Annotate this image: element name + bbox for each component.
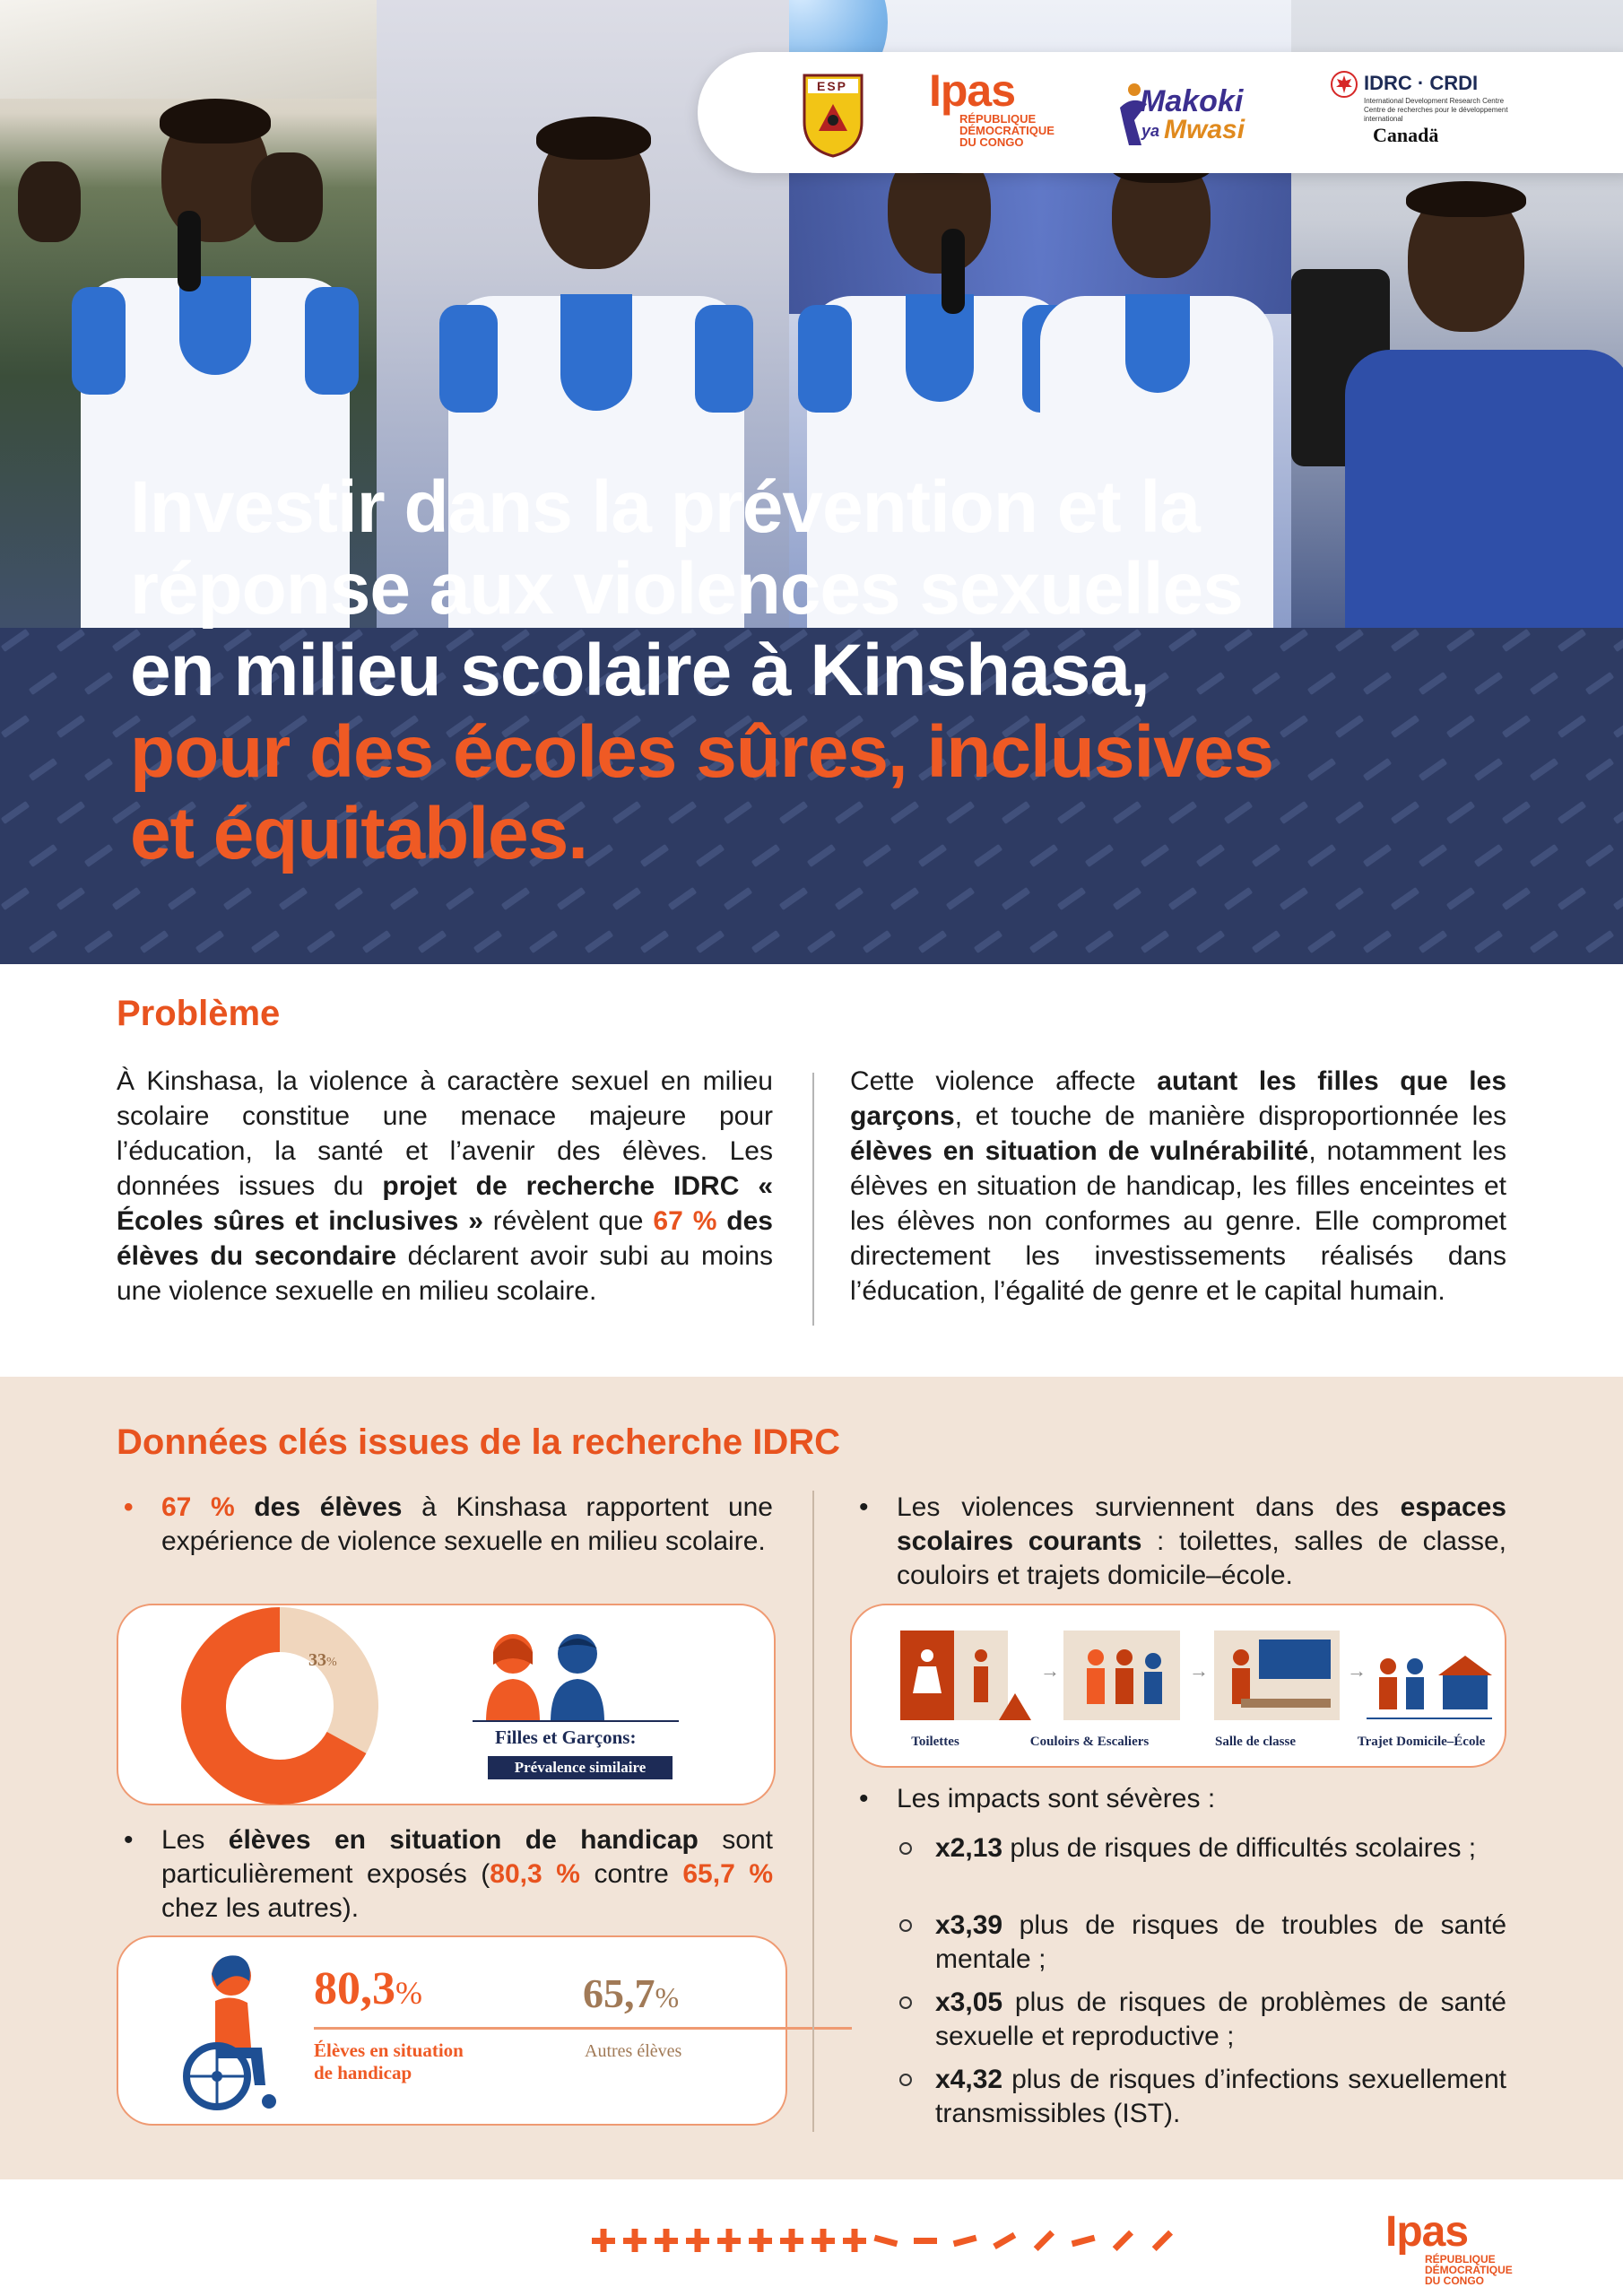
footer-plus-mark [749,2229,772,2252]
bullet-impacts: • Les impacts sont sévères : [859,1784,1216,1813]
pattern-dash [307,930,335,953]
gender-badge: Prévalence similaire [488,1756,673,1779]
footer-plus-mark [717,2229,741,2252]
pattern-dash [1335,887,1364,910]
pattern-dash [696,930,725,953]
pattern-dash [1613,715,1623,738]
bullet-67-percent: • 67 % des élèves à Kinshasa rapportent une expérience de violence sexuelle en milieu scolaire. [124,1492,773,1556]
pattern-dash [1530,930,1558,953]
pattern-dash [1224,887,1253,910]
pie-rest-label: 33% [308,1650,337,1670]
pattern-dash [640,930,669,953]
pattern-dash [946,887,975,910]
ipas-logo [929,65,1055,149]
footer-plus-mark [812,2229,835,2252]
makoki-logo: Makoki ya Mwasi [1115,79,1240,151]
pattern-dash [585,930,613,953]
pattern-dash [1613,887,1623,910]
footer-plus-mark [655,2229,678,2252]
pattern-dash [724,887,752,910]
pattern-dash [1,715,30,738]
pattern-dash [168,887,196,910]
space-label: Salle de classe [1215,1735,1296,1749]
footer-plus-mark [780,2229,803,2252]
footer-dash-mark [873,2235,898,2247]
pattern-dash [1558,715,1586,738]
esp-logo: ESP [801,68,865,158]
pattern-dash [612,887,641,910]
space-label: Couloirs & Escaliers [1029,1735,1150,1749]
pattern-dash [1,629,30,652]
pattern-dash [1113,887,1141,910]
maple-leaf-icon [1330,70,1358,99]
pie-card [117,1604,776,1805]
pattern-dash [1558,887,1586,910]
svg-text:→: → [1347,1659,1367,1682]
pattern-dash [56,715,85,738]
pattern-dash [1363,930,1392,953]
pattern-dash [84,758,113,781]
pattern-dash [446,887,474,910]
pattern-dash [29,930,57,953]
pattern-dash [807,930,836,953]
pattern-dash [1558,629,1586,652]
handicap-bar [314,2027,852,2030]
footer-plus-mark [686,2229,709,2252]
girl-boy-icon [477,1625,612,1724]
other-label: Autres élèves [585,2041,682,2061]
pattern-dash [251,930,280,953]
svg-text:→: → [1189,1659,1209,1682]
pattern-dash [1307,930,1336,953]
footer-dash-mark [1152,2231,1173,2251]
probleme-right-text: Cette violence affecte autant les filles que les garçons, et touche de manière disproportionnée les élèves en situation de vulnérabilité, notamment les élèves en situation de handicap, les filles enceintes et les élèves non conformes au genre. Elle compromet directement les investissements réalisés dans l’éducation, l’égalité de genre et le capital humain. [850,1066,1506,1306]
pattern-dash [195,930,224,953]
footer-dash-mark [1034,2231,1055,2251]
footer-dash-mark [914,2238,937,2244]
probleme-left-text: À Kinshasa, la violence à caractère sexuel en milieu scolaire constitue une menace majeure pour l’éducation, la santé et l’avenir des élèves. Les données issues du projet de recherche IDRC « Écoles sûres et inclusives » révèlent que 67 % des élèves du secondaire déclarent avoir subi au moins une violence sexuelle en milieu scolaire. [117,1066,774,1306]
pattern-dash [29,758,57,781]
pattern-dash [29,844,57,867]
impact-item: x3,05 plus de risques de problèmes de santé sexuelle et reproductive ; [935,1986,1506,2054]
footer-plus-mark [592,2229,615,2252]
footer-plus-mark [843,2229,866,2252]
bullet-spaces: • Les violences surviennent dans des espaces scolaires courants : toilettes, salles de classe, couloirs et trajets domicile–école. [859,1492,1506,1590]
pattern-dash [418,930,447,953]
pattern-dash [1252,930,1280,953]
partner-logos [698,52,1623,173]
other-value: 65,7% [583,1970,680,2016]
hero [0,0,1623,964]
pattern-dash [1585,844,1614,867]
impact-item: x2,13 plus de risques de difficultés scolaires ; [935,1831,1506,1866]
pattern-dash [1474,930,1503,953]
pattern-dash [84,844,113,867]
handicap-value: 80,3% [314,1963,422,2014]
ipas-country-line: DU CONGO [959,135,1024,149]
pattern-dash [557,887,586,910]
classroom-icon [1214,1631,1340,1720]
impact-item: x3,39 plus de risques de troubles de santé mentale ; [935,1909,1506,1977]
pattern-dash [1419,930,1447,953]
pattern-dash [1585,672,1614,695]
pie-main-label: 67% des eleves [256,1674,312,1719]
impact-item: x4,32 plus de risques d’infections sexuellement transmissibles (IST). [935,2063,1506,2131]
pattern-dash [1280,887,1308,910]
pattern-dash [223,887,252,910]
pattern-dash [1446,887,1475,910]
pattern-dash [890,887,919,910]
pattern-dash [84,672,113,695]
donnees-column-divider [812,1491,814,2132]
pattern-dash [140,930,169,953]
pattern-dash [1057,887,1086,910]
pattern-dash [112,887,141,910]
page-title: Investir dans la prévention et la réponse aux violences sexuelles en milieu scolaire à Kinshasa, pour des écoles sûres, inclusives et équitables. [130,466,1274,874]
column-divider [812,1073,814,1326]
handicap-card [117,1935,787,2126]
pattern-dash [1613,801,1623,824]
hallway-icon [1063,1631,1180,1720]
footer-dash-mark [1072,2235,1096,2247]
pattern-dash [390,887,419,910]
pattern-dash [779,887,808,910]
svg-text:→: → [1040,1659,1060,1682]
ipas-wordmark: Ipas [929,65,1016,116]
pattern-dash [56,801,85,824]
pattern-dash [751,930,780,953]
school-spaces-icons [864,1622,1492,1729]
footer-dash-mark [953,2235,977,2247]
spaces-card [850,1604,1506,1768]
donnees-heading: Données clés issues de la recherche IDRC [117,1422,841,1462]
ipas-country-line: RÉPUBLIQUE [959,112,1037,126]
handicap-label: Élèves en situation de handicap [314,2039,464,2083]
pattern-dash [1613,629,1623,652]
probleme-heading: Problème [117,994,281,1033]
bullet-handicap: • Les élèves en situation de handicap sont particulièrement exposés (80,3 % contre 65,7 % chez les autres). [124,1825,773,1923]
pattern-dash [835,887,864,910]
pattern-dash [1,801,30,824]
pattern-dash [501,887,530,910]
pattern-dash [29,672,57,695]
pattern-dash [279,887,308,910]
pattern-dash [529,930,558,953]
space-label: Toilettes [911,1735,959,1749]
pattern-dash [1029,930,1058,953]
pattern-dash [1141,930,1169,953]
pattern-dash [974,930,1002,953]
footer-plus-mark [623,2229,647,2252]
pattern-dash [1002,887,1030,910]
ipas-country-line: DÉMOCRATIQUE [959,124,1055,137]
pattern-dash [1168,887,1197,910]
pattern-dash [1391,887,1419,910]
pattern-dash [863,930,891,953]
wheelchair-student-icon [172,1951,289,2112]
pattern-dash [334,887,363,910]
pattern-dash [362,930,391,953]
idrc-logo: IDRC · CRDI International Development Research Centre Centre de recherches pour le développement international Canadä [1330,68,1527,158]
pattern-dash [668,887,697,910]
footer-dash-mark [1113,2231,1133,2251]
pattern-dash [1085,930,1114,953]
toilet-icon [900,1631,1031,1720]
footer-pattern [592,2222,1381,2258]
gender-title: Filles et Garçons: [495,1726,637,1748]
space-label: Trajet Domicile–École [1357,1735,1486,1749]
pattern-dash [1502,887,1531,910]
pattern-dash [1585,758,1614,781]
footer-dash-mark [993,2232,1016,2249]
pattern-dash [1196,930,1225,953]
pattern-dash [84,930,113,953]
pattern-dash [56,629,85,652]
pattern-dash [1,887,30,910]
footer-ipas-logo: Ipas RÉPUBLIQUE DÉMOCRATIQUE DU CONGO [1385,2208,1513,2287]
home-school-path-icon [1367,1656,1492,1718]
pattern-dash [918,930,947,953]
pattern-dash [1585,930,1614,953]
pattern-dash [473,930,502,953]
pattern-dash [56,887,85,910]
pattern-dash [1558,801,1586,824]
